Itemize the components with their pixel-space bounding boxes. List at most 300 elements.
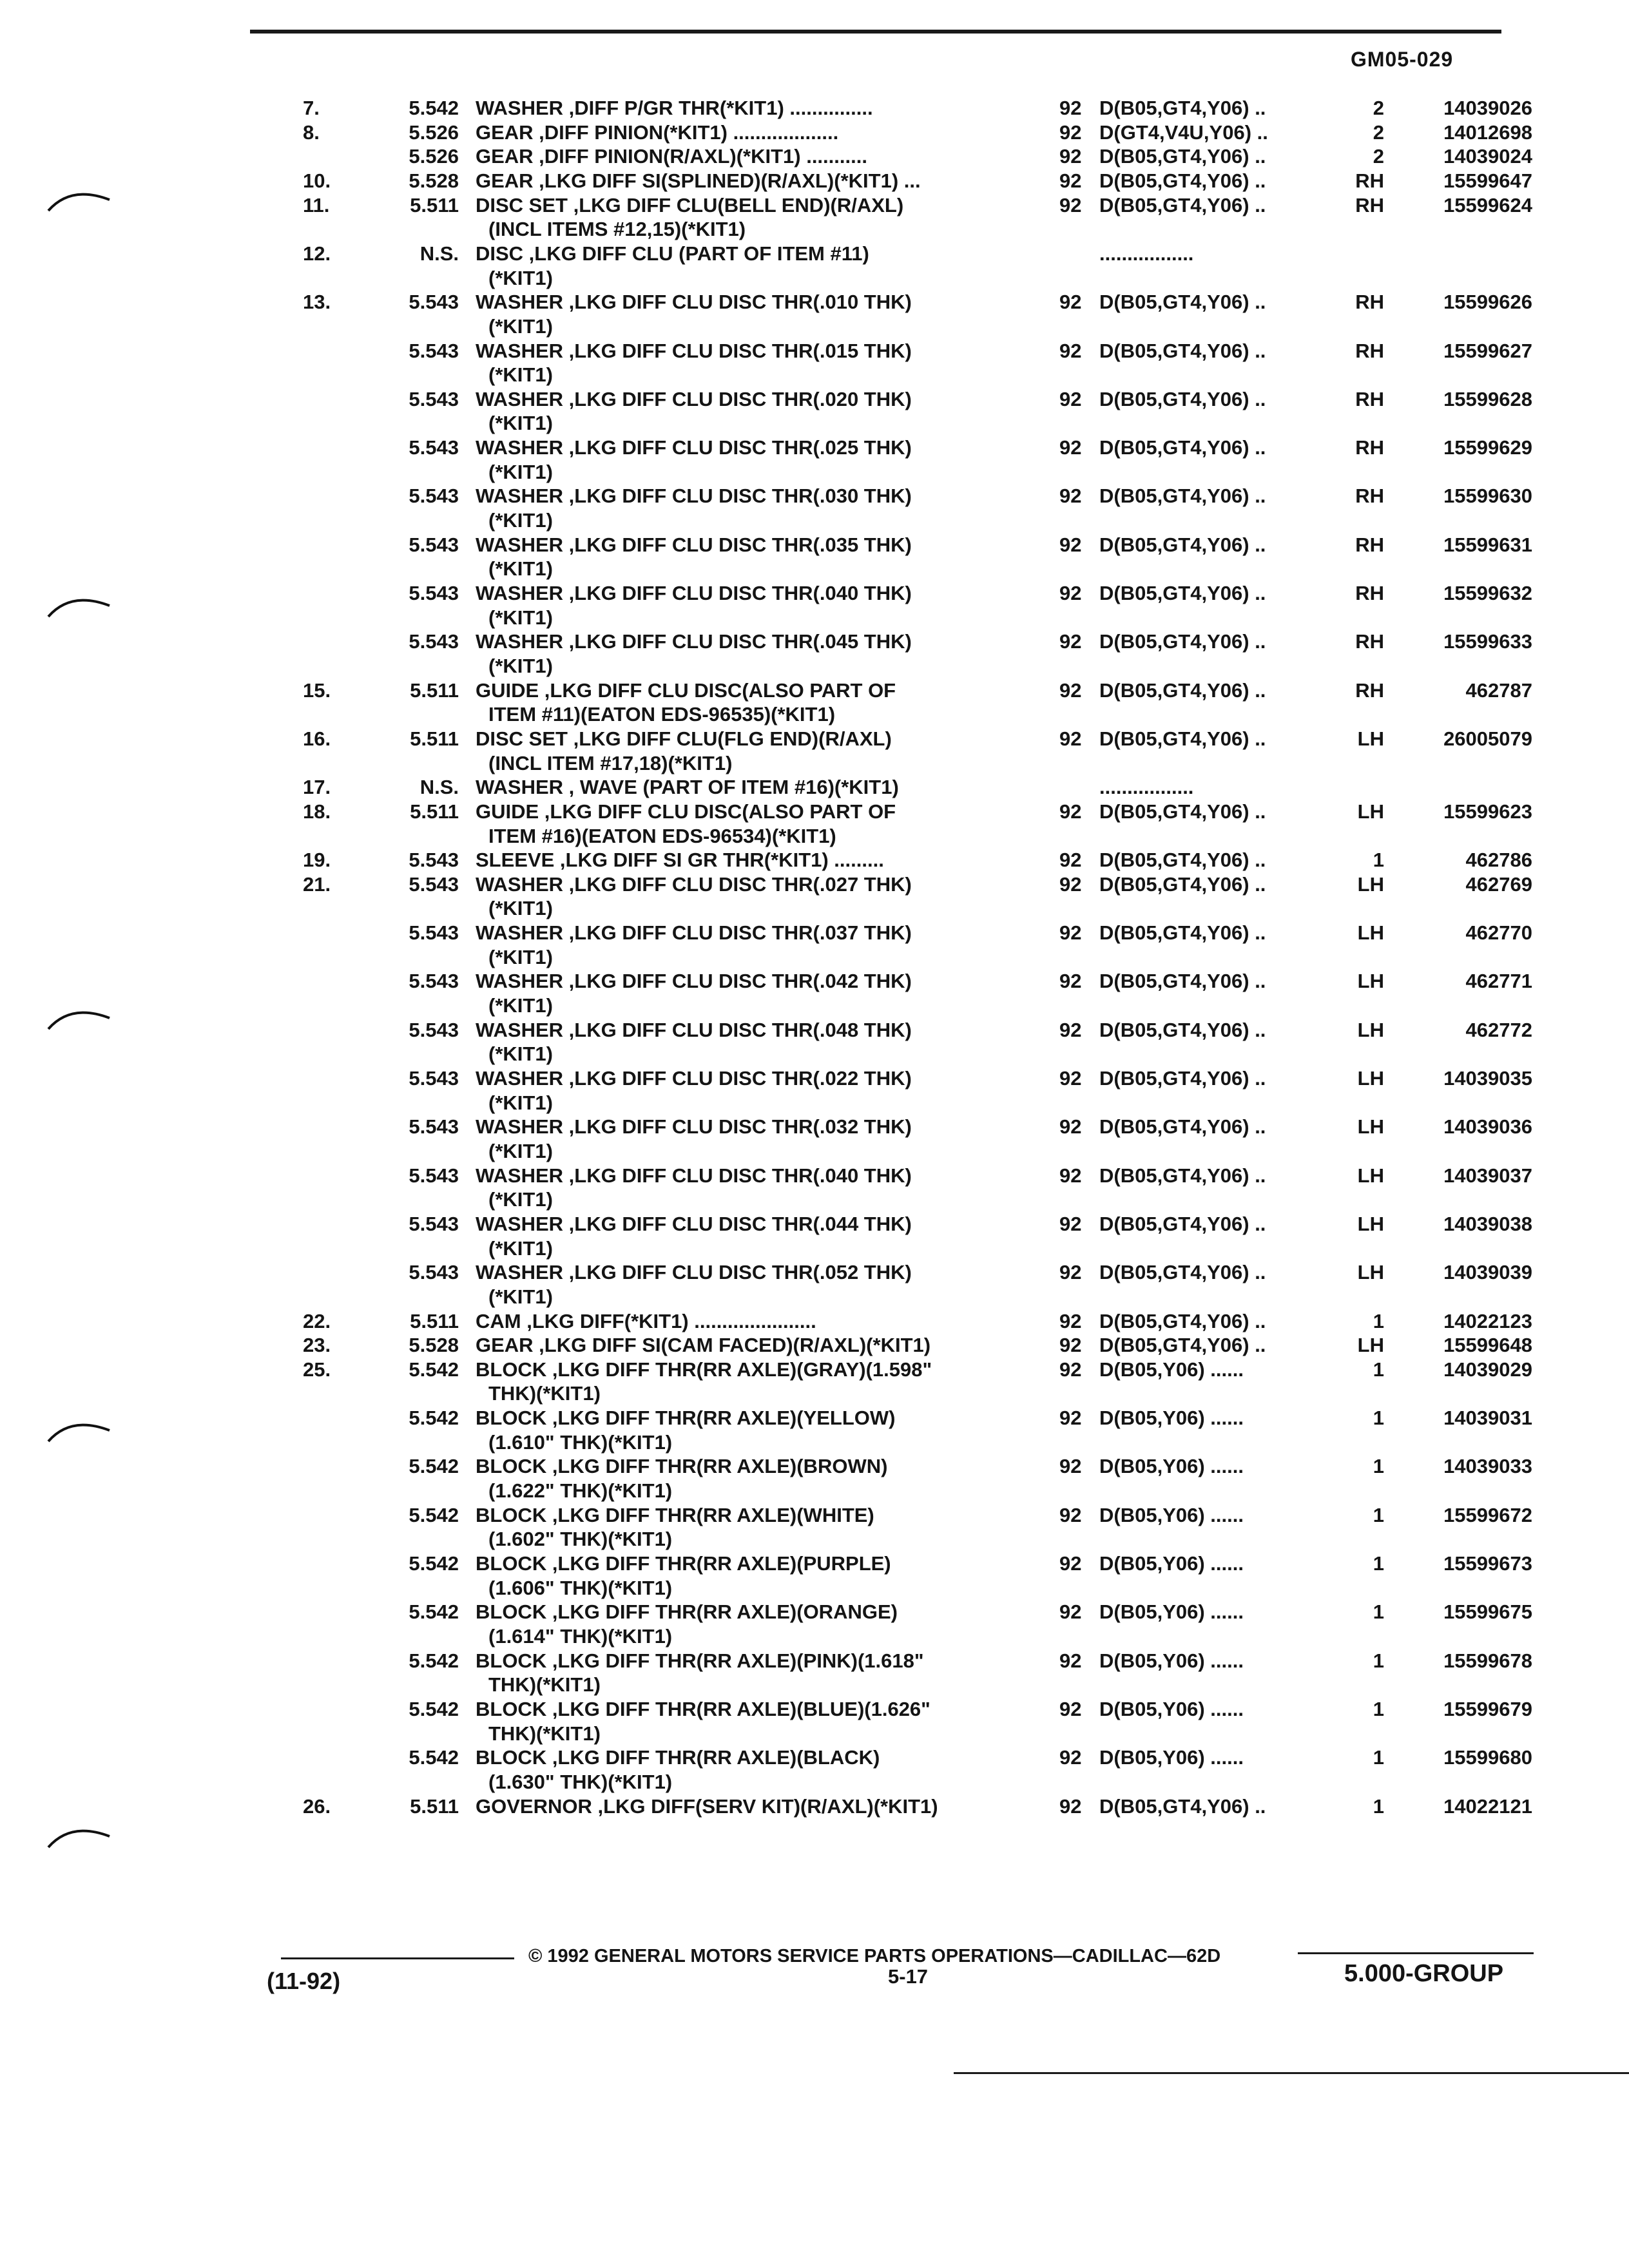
part-description: WASHER ,LKG DIFF CLU DISC THR(.045 THK) [476,630,912,653]
footer-copyright: © 1992 GENERAL MOTORS SERVICE PARTS OPERATIONS—CADILLAC—62D [528,1946,1221,1966]
parts-row [0,1310,1629,1333]
application-codes: D(GT4,V4U,Y06) .. [1099,121,1268,144]
part-description: (*KIT1) [488,1043,553,1065]
section-code: 5.542 [409,1504,459,1526]
model-year: 92 [1059,1067,1082,1090]
item-number: 7. [303,97,320,119]
parts-row-continuation [0,363,1629,387]
application-codes: D(B05,GT4,Y06) .. [1099,145,1266,168]
model-year: 92 [1059,1115,1082,1138]
quantity: LH [1357,873,1384,896]
part-number: 14039037 [1443,1164,1532,1187]
parts-row [0,679,1629,702]
part-description: BLOCK ,LKG DIFF THR(RR AXLE)(GRAY)(1.598" [476,1358,932,1381]
model-year: 92 [1059,1698,1082,1720]
part-description: GOVERNOR ,LKG DIFF(SERV KIT)(R/AXL)(*KIT1) [476,1795,938,1818]
section-code: 5.511 [410,679,459,702]
part-description: (*KIT1) [488,1237,553,1260]
part-number: 14039031 [1443,1407,1532,1429]
part-description: WASHER ,LKG DIFF CLU DISC THR(.042 THK) [476,970,912,992]
application-codes: ................. [1099,242,1194,265]
parts-row [0,1455,1629,1478]
parts-row-continuation [0,1043,1629,1066]
part-description: (*KIT1) [488,509,553,532]
item-number: 19. [303,849,331,871]
parts-row [0,1552,1629,1575]
application-codes: D(B05,GT4,Y06) .. [1099,340,1266,362]
application-codes: D(B05,GT4,Y06) .. [1099,1310,1266,1332]
application-codes: D(B05,GT4,Y06) .. [1099,97,1266,119]
item-number: 16. [303,727,331,750]
part-number: 15599647 [1443,169,1532,192]
part-description: ITEM #11)(EATON EDS-96535)(*KIT1) [488,703,836,726]
model-year: 92 [1059,727,1082,750]
application-codes: D(B05,GT4,Y06) .. [1099,194,1266,216]
model-year: 92 [1059,1213,1082,1235]
part-description: GUIDE ,LKG DIFF CLU DISC(ALSO PART OF [476,800,896,823]
parts-row [0,145,1629,168]
part-description: (*KIT1) [488,655,553,677]
application-codes: D(B05,GT4,Y06) .. [1099,485,1266,507]
section-code: 5.543 [409,340,459,362]
item-number: 25. [303,1358,331,1381]
model-year: 92 [1059,485,1082,507]
part-number: 15599623 [1443,800,1532,823]
model-year: 92 [1059,340,1082,362]
part-description: WASHER ,LKG DIFF CLU DISC THR(.040 THK) [476,582,912,604]
part-description: BLOCK ,LKG DIFF THR(RR AXLE)(BLACK) [476,1746,880,1769]
part-description: CAM ,LKG DIFF(*KIT1) ...................... [476,1310,816,1332]
part-description: GEAR ,DIFF PINION(R/AXL)(*KIT1) ........... [476,145,867,168]
application-codes: D(B05,GT4,Y06) .. [1099,1213,1266,1235]
quantity: 1 [1373,1310,1384,1332]
part-description: WASHER ,LKG DIFF CLU DISC THR(.020 THK) [476,388,912,410]
quantity: RH [1355,436,1384,459]
section-code: 5.542 [409,1698,459,1720]
application-codes: D(B05,GT4,Y06) .. [1099,582,1266,604]
quantity: RH [1355,533,1384,556]
parts-row-continuation [0,897,1629,920]
part-number: 14039026 [1443,97,1532,119]
quantity: RH [1355,388,1384,410]
application-codes: D(B05,GT4,Y06) .. [1099,1164,1266,1187]
part-description: (*KIT1) [488,1285,553,1308]
parts-row [0,630,1629,653]
quantity: 2 [1373,145,1384,168]
section-code: 5.543 [409,436,459,459]
section-code: 5.542 [409,1552,459,1575]
quantity: LH [1357,1261,1384,1283]
parts-row [0,1334,1629,1357]
part-number: 26005079 [1443,727,1532,750]
footer-group-label: 5.000-GROUP [1344,1960,1504,1987]
part-number: 15599679 [1443,1698,1532,1720]
application-codes: D(B05,Y06) ...... [1099,1746,1244,1769]
part-description: BLOCK ,LKG DIFF THR(RR AXLE)(ORANGE) [476,1600,898,1623]
part-description: DISC SET ,LKG DIFF CLU(FLG END)(R/AXL) [476,727,892,750]
application-codes: D(B05,GT4,Y06) .. [1099,1261,1266,1283]
part-number: 462769 [1465,873,1532,896]
part-number: 15599624 [1443,194,1532,216]
parts-row-continuation [0,509,1629,532]
parts-row [0,1164,1629,1187]
item-number: 11. [303,194,330,216]
model-year: 92 [1059,1407,1082,1429]
parts-row [0,1213,1629,1236]
part-number: 15599631 [1443,533,1532,556]
application-codes: D(B05,GT4,Y06) .. [1099,388,1266,410]
parts-row-continuation [0,1577,1629,1600]
application-codes: D(B05,GT4,Y06) .. [1099,1334,1266,1356]
parts-row [0,1504,1629,1527]
part-description: SLEEVE ,LKG DIFF SI GR THR(*KIT1) ......... [476,849,884,871]
quantity: LH [1357,1334,1384,1356]
part-description: GEAR ,LKG DIFF SI(SPLINED)(R/AXL)(*KIT1) ... [476,169,921,192]
model-year: 92 [1059,121,1082,144]
application-codes: D(B05,GT4,Y06) .. [1099,533,1266,556]
part-description: (*KIT1) [488,1140,553,1162]
parts-row-continuation [0,461,1629,484]
application-codes: D(B05,GT4,Y06) .. [1099,800,1266,823]
part-number: 14022121 [1443,1795,1532,1818]
part-description: GEAR ,LKG DIFF SI(CAM FACED)(R/AXL)(*KIT1) [476,1334,931,1356]
parts-row [0,242,1629,265]
parts-row [0,436,1629,459]
section-code: 5.511 [410,727,459,750]
item-number: 26. [303,1795,331,1818]
parts-row [0,1067,1629,1090]
parts-row-continuation [0,1722,1629,1745]
part-number: 14039029 [1443,1358,1532,1381]
part-description: (*KIT1) [488,557,553,580]
part-number: 14039038 [1443,1213,1532,1235]
model-year: 92 [1059,145,1082,168]
model-year: 92 [1059,1019,1082,1041]
section-code: 5.528 [409,169,459,192]
part-description: (1.602" THK)(*KIT1) [488,1528,673,1550]
quantity: 1 [1373,1358,1384,1381]
quantity: LH [1357,1067,1384,1090]
part-number: 15599675 [1443,1600,1532,1623]
parts-row [0,800,1629,823]
part-description: (*KIT1) [488,363,553,386]
part-description: WASHER ,LKG DIFF CLU DISC THR(.035 THK) [476,533,912,556]
part-number: 15599672 [1443,1504,1532,1526]
parts-row-continuation [0,1237,1629,1260]
part-number: 462771 [1465,970,1532,992]
section-code: 5.526 [409,121,459,144]
parts-row [0,533,1629,557]
parts-row [0,1358,1629,1381]
item-number: 23. [303,1334,331,1356]
section-code: 5.543 [409,1019,459,1041]
model-year: 92 [1059,1552,1082,1575]
application-codes: D(B05,GT4,Y06) .. [1099,1795,1266,1818]
application-codes: D(B05,GT4,Y06) .. [1099,630,1266,653]
part-number: 14039024 [1443,145,1532,168]
item-number: 17. [303,776,331,798]
section-code: 5.543 [409,873,459,896]
quantity: 2 [1373,121,1384,144]
model-year: 92 [1059,1455,1082,1477]
part-number: 15599673 [1443,1552,1532,1575]
part-description: (*KIT1) [488,412,553,434]
part-description: WASHER ,LKG DIFF CLU DISC THR(.052 THK) [476,1261,912,1283]
section-code: 5.543 [409,849,459,871]
section-code: 5.542 [409,1600,459,1623]
part-description: BLOCK ,LKG DIFF THR(RR AXLE)(BROWN) [476,1455,888,1477]
model-year: 92 [1059,582,1082,604]
model-year: 92 [1059,1649,1082,1672]
parts-row [0,776,1629,799]
part-number: 15599678 [1443,1649,1532,1672]
section-code: 5.543 [409,1164,459,1187]
footer-revision-date: (11-92) [267,1968,341,1994]
part-description: WASHER ,LKG DIFF CLU DISC THR(.015 THK) [476,340,912,362]
quantity: 2 [1373,97,1384,119]
model-year: 92 [1059,1600,1082,1623]
parts-row-continuation [0,267,1629,290]
parts-row [0,1795,1629,1818]
item-number: 10. [303,169,331,192]
part-description: (1.622" THK)(*KIT1) [488,1479,673,1502]
quantity: LH [1357,1213,1384,1235]
part-description: DISC SET ,LKG DIFF CLU(BELL END)(R/AXL) [476,194,904,216]
application-codes: D(B05,Y06) ...... [1099,1698,1244,1720]
part-description: (*KIT1) [488,1091,553,1114]
parts-row [0,921,1629,945]
part-description: (*KIT1) [488,946,553,968]
part-description: (*KIT1) [488,315,553,338]
quantity: RH [1355,340,1384,362]
parts-row-continuation [0,1188,1629,1211]
section-code: 5.543 [409,970,459,992]
part-description: WASHER ,LKG DIFF CLU DISC THR(.022 THK) [476,1067,912,1090]
quantity: LH [1357,800,1384,823]
section-code: 5.542 [409,1649,459,1672]
parts-row [0,1649,1629,1673]
quantity: 1 [1373,1746,1384,1769]
item-number: 12. [303,242,331,265]
quantity: RH [1355,169,1384,192]
model-year: 92 [1059,97,1082,119]
part-description: WASHER ,LKG DIFF CLU DISC THR(.037 THK) [476,921,912,944]
model-year: 92 [1059,921,1082,944]
quantity: 1 [1373,1698,1384,1720]
item-number: 22. [303,1310,331,1332]
part-description: WASHER ,LKG DIFF CLU DISC THR(.048 THK) [476,1019,912,1041]
model-year: 92 [1059,873,1082,896]
item-number: 13. [303,291,331,313]
section-code: 5.543 [409,630,459,653]
item-number: 21. [303,873,331,896]
model-year: 92 [1059,970,1082,992]
part-number: 15599632 [1443,582,1532,604]
application-codes: D(B05,Y06) ...... [1099,1600,1244,1623]
application-codes: D(B05,GT4,Y06) .. [1099,1115,1266,1138]
section-code: 5.543 [409,1067,459,1090]
parts-row-continuation [0,825,1629,848]
parts-row-continuation [0,1625,1629,1648]
part-description: GEAR ,DIFF PINION(*KIT1) ................... [476,121,839,144]
application-codes: D(B05,GT4,Y06) .. [1099,1067,1266,1090]
parts-row [0,849,1629,872]
part-number: 462772 [1465,1019,1532,1041]
model-year: 92 [1059,679,1082,702]
application-codes: D(B05,GT4,Y06) .. [1099,169,1266,192]
parts-row-continuation [0,994,1629,1017]
section-code: 5.543 [409,1213,459,1235]
model-year: 92 [1059,533,1082,556]
quantity: 1 [1373,1649,1384,1672]
document-code: GM05-029 [1351,48,1454,71]
parts-row [0,1407,1629,1430]
parts-row-continuation [0,606,1629,629]
part-description: WASHER , WAVE (PART OF ITEM #16)(*KIT1) [476,776,899,798]
quantity: RH [1355,582,1384,604]
model-year: 92 [1059,291,1082,313]
quantity: RH [1355,291,1384,313]
part-number: 15599633 [1443,630,1532,653]
part-description: THK)(*KIT1) [488,1722,601,1745]
model-year: 92 [1059,169,1082,192]
section-code: 5.542 [409,1407,459,1429]
application-codes: D(B05,GT4,Y06) .. [1099,436,1266,459]
part-number: 462770 [1465,921,1532,944]
part-description: BLOCK ,LKG DIFF THR(RR AXLE)(BLUE)(1.626" [476,1698,930,1720]
application-codes: D(B05,GT4,Y06) .. [1099,679,1266,702]
footer-rule-right [1298,1952,1534,1954]
quantity: RH [1355,630,1384,653]
parts-row-continuation [0,1673,1629,1696]
quantity: LH [1357,970,1384,992]
parts-row [0,727,1629,751]
section-code: 5.542 [409,1455,459,1477]
application-codes: D(B05,Y06) ...... [1099,1358,1244,1381]
section-code: 5.511 [410,194,459,216]
application-codes: D(B05,GT4,Y06) .. [1099,849,1266,871]
parts-row [0,194,1629,217]
part-description: WASHER ,LKG DIFF CLU DISC THR(.025 THK) [476,436,912,459]
part-number: 462786 [1465,849,1532,871]
model-year: 92 [1059,1261,1082,1283]
parts-row-continuation [0,1528,1629,1551]
model-year: 92 [1059,388,1082,410]
application-codes: D(B05,Y06) ...... [1099,1552,1244,1575]
application-codes: D(B05,GT4,Y06) .. [1099,873,1266,896]
parts-row [0,582,1629,605]
part-description: BLOCK ,LKG DIFF THR(RR AXLE)(PURPLE) [476,1552,891,1575]
quantity: 1 [1373,1795,1384,1818]
parts-row-continuation [0,1382,1629,1405]
model-year: 92 [1059,436,1082,459]
quantity: LH [1357,1019,1384,1041]
model-year: 92 [1059,849,1082,871]
parts-row [0,873,1629,896]
parts-row-continuation [0,1479,1629,1503]
parts-row-continuation [0,752,1629,775]
part-description: WASHER ,LKG DIFF CLU DISC THR(.032 THK) [476,1115,912,1138]
quantity: 1 [1373,1455,1384,1477]
quantity: RH [1355,679,1384,702]
application-codes: D(B05,Y06) ...... [1099,1649,1244,1672]
parts-row-continuation [0,1771,1629,1794]
parts-row [0,388,1629,411]
section-code: 5.542 [409,1358,459,1381]
part-description: (1.610" THK)(*KIT1) [488,1431,673,1454]
parts-row-continuation [0,1285,1629,1309]
section-code: 5.511 [410,1795,459,1818]
section-code: 5.511 [410,1310,459,1332]
application-codes: D(B05,Y06) ...... [1099,1504,1244,1526]
part-number: 14039035 [1443,1067,1532,1090]
section-code: 5.526 [409,145,459,168]
section-code: 5.511 [410,800,459,823]
quantity: 1 [1373,849,1384,871]
parts-row [0,340,1629,363]
parts-row-continuation [0,1140,1629,1163]
part-number: 15599627 [1443,340,1532,362]
model-year: 92 [1059,1358,1082,1381]
application-codes: D(B05,Y06) ...... [1099,1455,1244,1477]
part-description: WASHER ,LKG DIFF CLU DISC THR(.044 THK) [476,1213,912,1235]
part-description: WASHER ,DIFF P/GR THR(*KIT1) ............... [476,97,873,119]
part-number: 14022123 [1443,1310,1532,1332]
parts-row-continuation [0,218,1629,241]
part-number: 15599629 [1443,436,1532,459]
parts-row [0,121,1629,144]
part-description: (INCL ITEMS #12,15)(*KIT1) [488,218,746,240]
section-code: 5.543 [409,1115,459,1138]
part-description: (*KIT1) [488,897,553,919]
section-code: N.S. [419,242,459,265]
bottom-rule [954,2072,1629,2074]
application-codes: D(B05,GT4,Y06) .. [1099,1019,1266,1041]
quantity: 1 [1373,1552,1384,1575]
quantity: LH [1357,1164,1384,1187]
application-codes: D(B05,GT4,Y06) .. [1099,727,1266,750]
application-codes: ................. [1099,776,1194,798]
footer-page-number: 5-17 [888,1965,929,1988]
part-description: ITEM #16)(EATON EDS-96534)(*KIT1) [488,825,836,847]
parts-row-continuation [0,946,1629,969]
model-year: 92 [1059,800,1082,823]
part-description: GUIDE ,LKG DIFF CLU DISC(ALSO PART OF [476,679,896,702]
section-code: 5.543 [409,921,459,944]
part-description: (*KIT1) [488,267,553,289]
part-number: 14012698 [1443,121,1532,144]
part-number: 15599626 [1443,291,1532,313]
parts-row [0,1019,1629,1042]
model-year: 92 [1059,194,1082,216]
section-code: 5.542 [409,97,459,119]
part-description: (INCL ITEM #17,18)(*KIT1) [488,752,733,774]
section-code: N.S. [419,776,459,798]
parts-row-continuation [0,1431,1629,1454]
section-code: 5.543 [409,1261,459,1283]
section-code: 5.528 [409,1334,459,1356]
parts-row [0,1115,1629,1139]
application-codes: D(B05,GT4,Y06) .. [1099,970,1266,992]
part-description: DISC ,LKG DIFF CLU (PART OF ITEM #11) [476,242,869,265]
parts-row [0,97,1629,120]
part-number: 14039036 [1443,1115,1532,1138]
part-description: (1.606" THK)(*KIT1) [488,1577,673,1599]
part-number: 15599630 [1443,485,1532,507]
model-year: 92 [1059,1795,1082,1818]
model-year: 92 [1059,1504,1082,1526]
part-description: (*KIT1) [488,994,553,1017]
